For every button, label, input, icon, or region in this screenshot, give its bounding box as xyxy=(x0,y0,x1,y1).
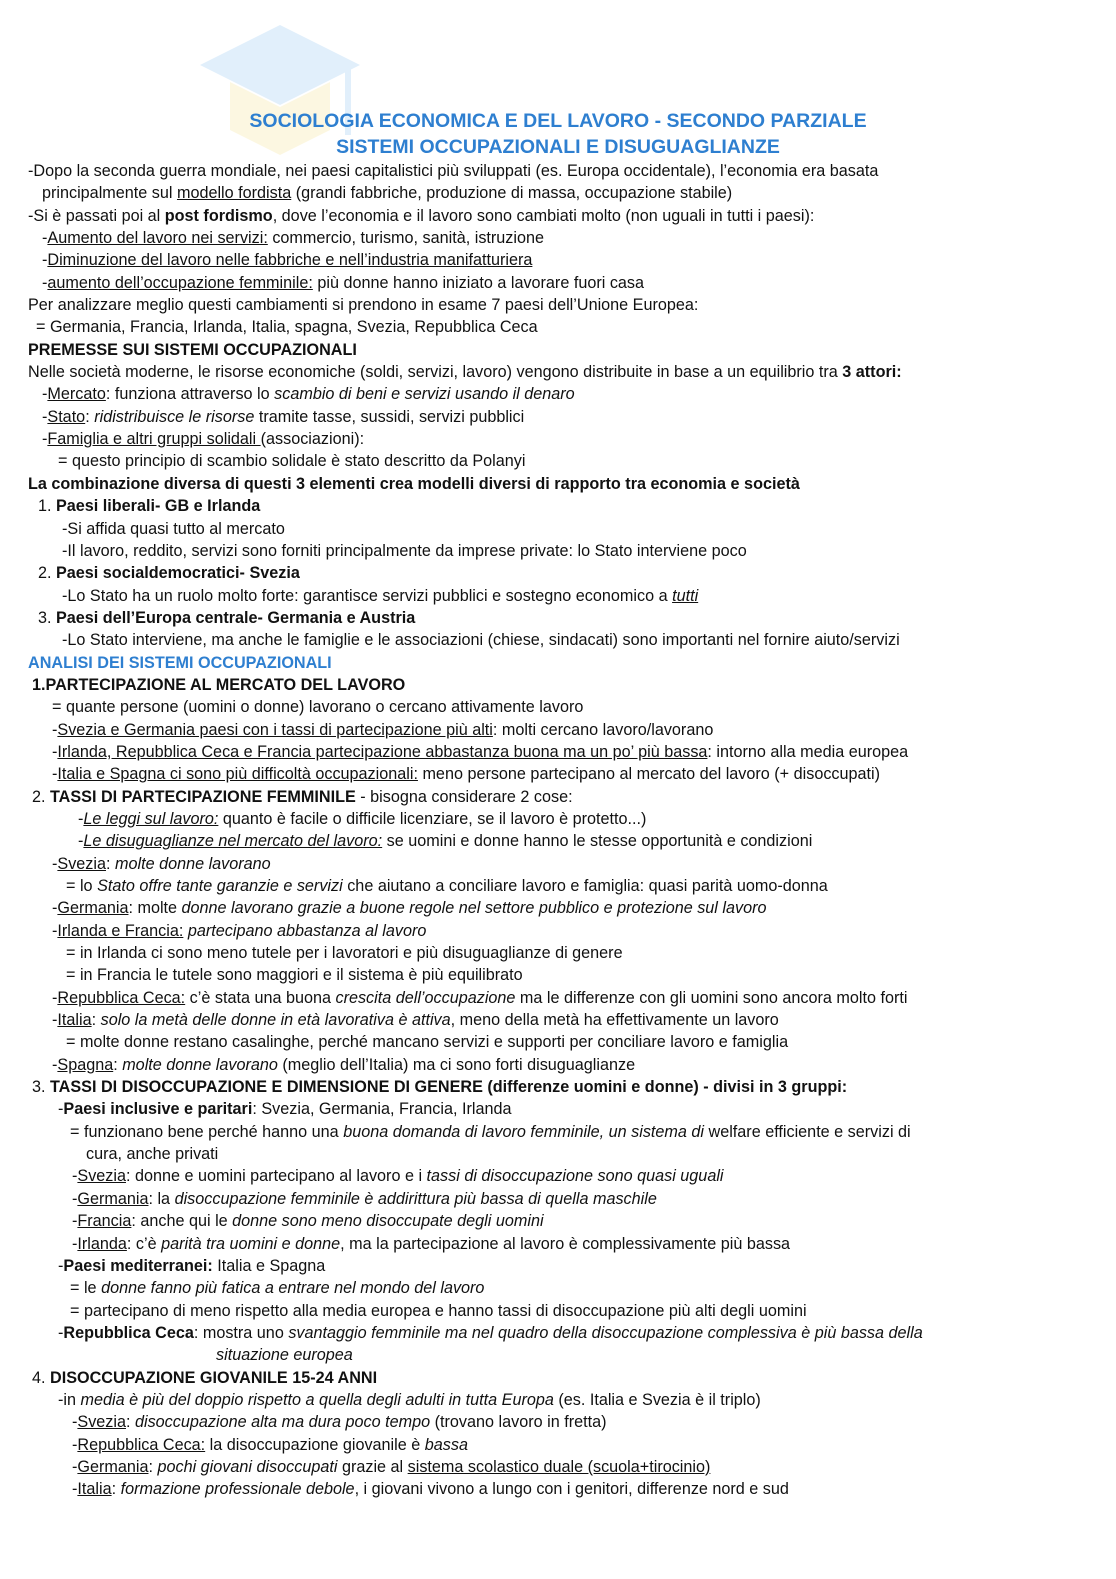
text-line: -Si è passati poi al post fordismo, dove l’economia e il lavoro sono cambiati molto (non uguali in tutti i paesi): xyxy=(28,206,815,225)
text-line: cura, anche privati xyxy=(86,1145,219,1164)
text-line: -Le leggi sul lavoro: quanto è facile o difficile licenziare, se il lavoro è protetto...) xyxy=(78,809,647,828)
section-heading: PREMESSE SUI SISTEMI OCCUPAZIONALI xyxy=(28,340,357,359)
text-line: -Svezia e Germania paesi con i tassi di partecipazione più alti: molti cercano lavoro/lavorano xyxy=(52,720,714,739)
section-heading: ANALISI DEI SISTEMI OCCUPAZIONALI xyxy=(28,653,332,672)
text-line: = molte donne restano casalinghe, perché mancano servizi e supporti per conciliare lavoro e famiglia xyxy=(66,1033,789,1052)
list-item: 1. Paesi liberali- GB e Irlanda xyxy=(38,497,261,516)
text-line: -Irlanda, Repubblica Ceca e Francia partecipazione abbastanza buona ma un po’ più bassa: intorno alla media europea xyxy=(52,742,909,761)
text-line: -Le disuguaglianze nel mercato del lavoro: se uomini e donne hanno le stesse opportunità e condizioni xyxy=(78,832,813,851)
text-line: Nelle società moderne, le risorse economiche (soldi, servizi, lavoro) vengono distribuite in base a un equilibrio tra 3 attori: xyxy=(28,363,902,382)
subsection-heading: 3. TASSI DI DISOCCUPAZIONE E DIMENSIONE DI GENERE (differenze uomini e donne) - divisi in 3 gruppi: xyxy=(32,1078,848,1097)
text-line: -Mercato: funziona attraverso lo scambio di beni e servizi usando il denaro xyxy=(42,385,575,404)
text-line: = in Irlanda ci sono meno tutele per i lavoratori e più disuguaglianze di genere xyxy=(66,944,623,963)
list-item: 2. Paesi socialdemocratici- Svezia xyxy=(38,564,300,583)
text-line: -Francia: anche qui le donne sono meno disoccupate degli uomini xyxy=(72,1212,544,1231)
text-line: -Diminuzione del lavoro nelle fabbriche e nell’industria manifatturiera xyxy=(42,251,533,270)
subsection-heading: 4. DISOCCUPAZIONE GIOVANILE 15-24 ANNI xyxy=(32,1368,378,1387)
text-line: = partecipano di meno rispetto alla media europea e hanno tassi di disoccupazione più alti degli uomini xyxy=(70,1301,807,1320)
text-line: = le donne fanno più fatica a entrare nel mondo del lavoro xyxy=(70,1279,485,1298)
text-line: situazione europea xyxy=(216,1346,353,1365)
document-title: SOCIOLOGIA ECONOMICA E DEL LAVORO - SECONDO PARZIALE xyxy=(249,110,867,132)
text-line: -Stato: ridistribuisce le risorse tramite tasse, sussidi, servizi pubblici xyxy=(42,407,525,426)
text-line: -Italia e Spagna ci sono più difficoltà occupazionali: meno persone partecipano al mercato del lavoro (+ disoccupati) xyxy=(52,765,881,784)
text-line: = funzionano bene perché hanno una buona domanda di lavoro femminile, un sistema di welfare efficiente e servizi di xyxy=(70,1122,911,1141)
text-line: -Famiglia e altri gruppi solidali (associazioni): xyxy=(42,430,365,449)
text-line: = quante persone (uomini o donne) lavorano o cercano attivamente lavoro xyxy=(52,698,584,717)
text-line: -aumento dell’occupazione femminile: più donne hanno iniziato a lavorare fuori casa xyxy=(42,273,645,292)
text-line: -Italia: solo la metà delle donne in età lavorativa è attiva, meno della metà ha effettivamente un lavoro xyxy=(52,1011,779,1030)
text-line: -Repubblica Ceca: c’è stata una buona crescita dell’occupazione ma le differenze con gli uomini sono ancora molto forti xyxy=(52,988,908,1007)
text-line: -Italia: formazione professionale debole, i giovani vivono a lungo con i genitori, differenze nord e sud xyxy=(72,1480,789,1499)
text-line: -Repubblica Ceca: mostra uno svantaggio femminile ma nel quadro della disoccupazione complessiva è più bassa della xyxy=(58,1323,923,1342)
document-subtitle: SISTEMI OCCUPAZIONALI E DISUGUAGLIANZE xyxy=(336,136,780,158)
text-line: -Irlanda e Francia: partecipano abbastanza al lavoro xyxy=(52,921,427,940)
text-line: -Paesi mediterranei: Italia e Spagna xyxy=(58,1256,326,1275)
text-line: -Germania: la disoccupazione femminile è addirittura più bassa di quella maschile xyxy=(72,1189,657,1208)
text-line: = questo principio di scambio solidale è stato descritto da Polanyi xyxy=(58,452,526,471)
text-line: -Germania: molte donne lavorano grazie a buone regole nel settore pubblico e protezione sul lavoro xyxy=(52,899,767,918)
text-line: principalmente sul modello fordista (grandi fabbriche, produzione di massa, occupazione stabile) xyxy=(42,184,733,203)
subsection-heading: 2. TASSI DI PARTECIPAZIONE FEMMINILE - bisogna considerare 2 cose: xyxy=(32,787,573,806)
text-line: -Dopo la seconda guerra mondiale, nei paesi capitalistici più sviluppati (es. Europa occidentale), l’economia era basata xyxy=(28,162,879,180)
text-line: = Germania, Francia, Irlanda, Italia, spagna, Svezia, Repubblica Ceca xyxy=(36,318,538,337)
text-line: -Lo Stato ha un ruolo molto forte: garantisce servizi pubblici e sostegno economico a tutti xyxy=(62,586,699,605)
text-line: -Repubblica Ceca: la disoccupazione giovanile è bassa xyxy=(72,1435,468,1454)
text-line: = lo Stato offre tante garanzie e servizi che aiutano a conciliare lavoro e famiglia: quasi parità uomo-donna xyxy=(66,877,828,895)
text-line: -Lo Stato interviene, ma anche le famiglie e le associazioni (chiese, sindacati) sono importanti nel fornire aiuto/servizi xyxy=(62,631,900,650)
text-line: = in Francia le tutele sono maggiori e il sistema è più equilibrato xyxy=(66,966,523,985)
text-line: -in media è più del doppio rispetto a quella degli adulti in tutta Europa (es. Italia e Svezia è il triplo) xyxy=(58,1390,761,1409)
text-line: -Aumento del lavoro nei servizi: commercio, turismo, sanità, istruzione xyxy=(42,229,545,248)
text-line: -Svezia: molte donne lavorano xyxy=(52,854,271,873)
document-body xyxy=(28,160,1098,1501)
subsection-heading: 1.PARTECIPAZIONE AL MERCATO DEL LAVORO xyxy=(32,675,406,694)
text-line: -Paesi inclusive e paritari: Svezia, Germania, Francia, Irlanda xyxy=(58,1100,512,1119)
text-line: -Irlanda: c’è parità tra uomini e donne, ma la partecipazione al lavoro è complessivamente più bassa xyxy=(72,1234,791,1253)
document-header xyxy=(0,108,1116,160)
text-line: -Si affida quasi tutto al mercato xyxy=(62,519,285,538)
text-line: -Spagna: molte donne lavorano (meglio dell’Italia) ma ci sono forti disuguaglianze xyxy=(52,1055,636,1074)
text-line: -Svezia: donne e uomini partecipano al lavoro e i tassi di disoccupazione sono quasi uguali xyxy=(72,1167,724,1186)
text-line: -Svezia: disoccupazione alta ma dura poco tempo (trovano lavoro in fretta) xyxy=(72,1413,607,1432)
text-line: Per analizzare meglio questi cambiamenti si prendono in esame 7 paesi dell’Unione Europea: xyxy=(28,296,699,315)
list-item: 3. Paesi dell’Europa centrale- Germania e Austria xyxy=(38,608,416,627)
text-line: -Germania: pochi giovani disoccupati grazie al sistema scolastico duale (scuola+tirocinio) xyxy=(72,1457,711,1476)
text-line: -Il lavoro, reddito, servizi sono forniti principalmente da imprese private: lo Stato interviene poco xyxy=(62,541,747,560)
text-line: La combinazione diversa di questi 3 elementi crea modelli diversi di rapporto tra economia e società xyxy=(28,474,800,493)
